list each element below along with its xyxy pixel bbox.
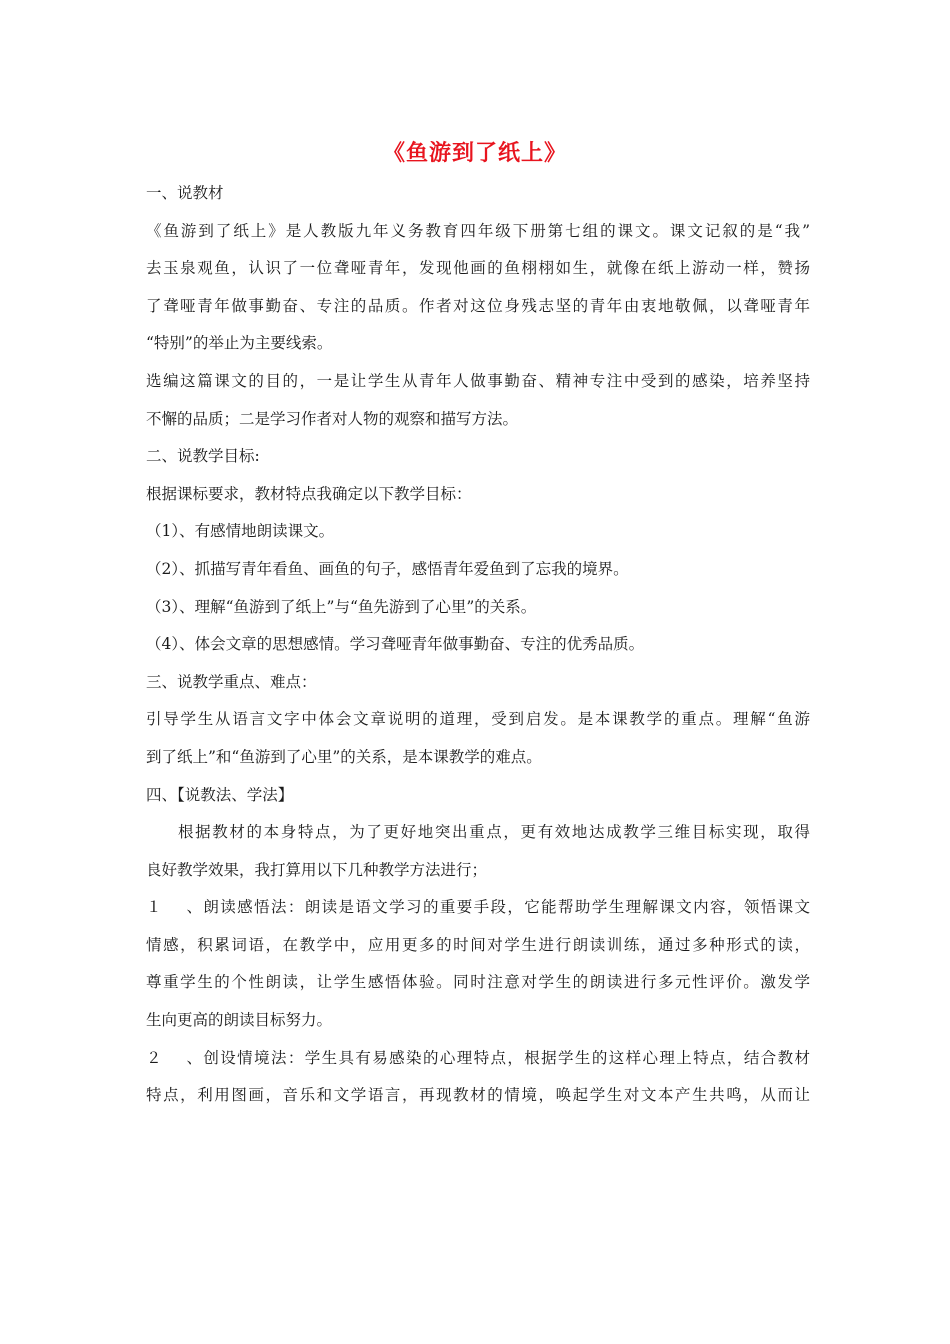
document-title: 《鱼游到了纸上》 (382, 141, 567, 166)
text-line: 情感，积累词语，在教学中，应用更多的时间对学生进行朗读训练，通过多种形式的读， (146, 935, 810, 954)
text-line (146, 889, 810, 927)
text-line: 尊重学生的个性朗读，让学生感悟体验。同时注意对学生的朗读进行多元性评价。激发学 (146, 973, 810, 992)
text-line: （1）、有感情地朗读课文。 (146, 522, 335, 541)
text-line: “特别”的举止为主要线索。 (146, 334, 333, 353)
document-body (146, 175, 810, 1115)
text-line: 四、【说教法、学法】 (146, 785, 294, 804)
text-line: 特点，利用图画，音乐和文学语言，再现教材的情境，唤起学生对文本产生共鸣，从而让 (146, 1086, 810, 1105)
text-line: （3）、理解“鱼游到了纸上”与“鱼先游到了心里”的关系。 (146, 597, 537, 616)
line-text: 朗读感悟法：朗读是语文学习的重要手段，它能帮助学生理解课文内容，领悟课文 (202, 898, 810, 917)
text-line: 不懈的品质；二是学习作者对人物的观察和描写方法。 (146, 409, 519, 428)
text-line: 一、说教材 (146, 184, 224, 202)
text-line: 根据教材的本身特点，为了更好地突出重点，更有效地达成教学三维目标实现，取得 (178, 823, 810, 842)
text-line: 良好教学效果，我打算用以下几种教学方法进行； (146, 860, 488, 879)
text-line (146, 1040, 810, 1078)
text-line: 到了纸上”和“鱼游到了心里”的关系，是本课教学的难点。 (146, 747, 542, 766)
text-line: 《鱼游到了纸上》是人教版九年义务教育四年级下册第七组的课文。课文记叙的是“我” (146, 221, 810, 240)
text-line: 引导学生从语言文字中体会文章说明的道理，受到启发。是本课教学的重点。理解“鱼游 (146, 710, 810, 729)
text-line: 三、说教学重点、难点： (146, 672, 317, 691)
list-number: ２、 (146, 1048, 202, 1067)
text-line: 生向更高的朗读目标努力。 (146, 1011, 333, 1030)
line-text: 创设情境法：学生具有易感染的心理特点，根据学生的这样心理上特点，结合教材 (202, 1048, 810, 1067)
text-line: 选编这篇课文的目的，一是让学生从青年人做事勤奋、精神专注中受到的感染，培养坚持 (146, 371, 810, 390)
list-number: １、 (146, 898, 202, 917)
text-line: 根据课标要求，教材特点我确定以下教学目标： (146, 484, 472, 503)
text-line: （2）、抓描写青年看鱼、画鱼的句子，感悟青年爱鱼到了忘我的境界。 (146, 559, 629, 578)
text-line: 去玉泉观鱼，认识了一位聋哑青年，发现他画的鱼栩栩如生，就像在纸上游动一样，赞扬 (146, 259, 810, 278)
text-line: 二、说教学目标: (146, 447, 260, 466)
text-line: （4）、体会文章的思想感情。学习聋哑青年做事勤奋、专注的优秀品质。 (146, 635, 645, 654)
text-line: 了聋哑青年做事勤奋、专注的品质。作者对这位身残志坚的青年由衷地敬佩，以聋哑青年 (146, 296, 810, 315)
